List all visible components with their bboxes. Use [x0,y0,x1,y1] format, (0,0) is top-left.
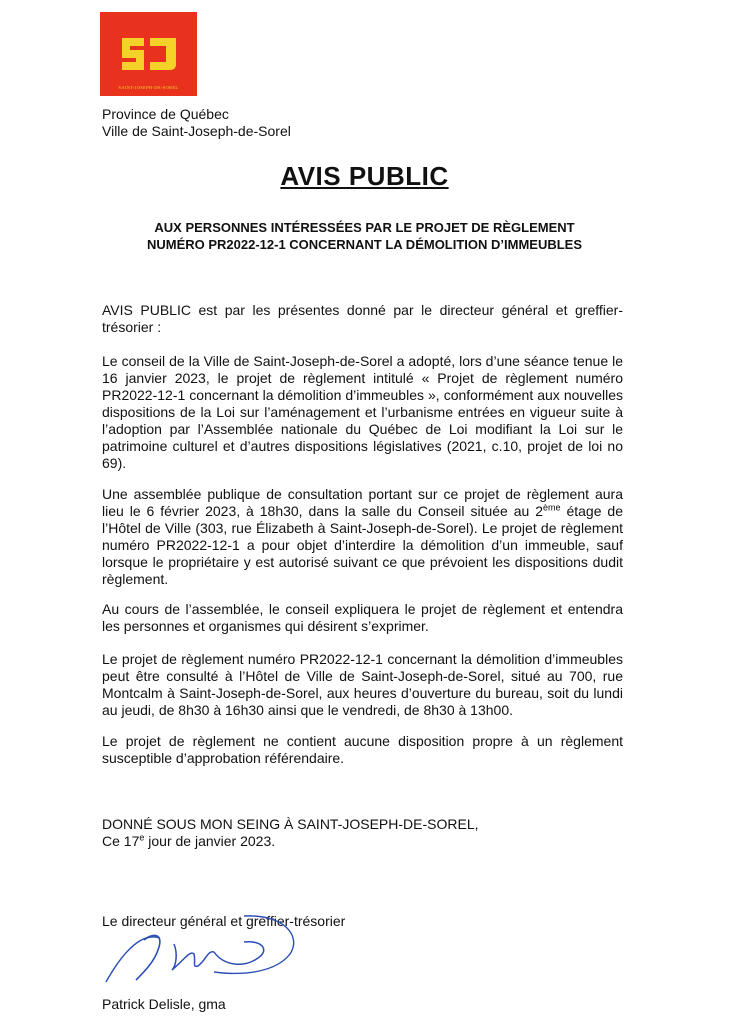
floor-superscript: ème [543,502,561,513]
subtitle-line-1: AUX PERSONNES INTÉRESSÉES PAR LE PROJET DE RÈGLEMENT [154,220,575,235]
signer-title: Le directeur général et greffier-trésorier [102,913,346,929]
subtitle-line-2: NUMÉRO PR2022-12-1 CONCERNANT LA DÉMOLITION D’IMMEUBLES [146,237,583,252]
paragraph-assembly [102,486,623,588]
given-line: DONNÉ SOUS MON SEING À SAINT-JOSEPH-DE-SOREL, [102,816,479,832]
paragraph-council: Au cours de l’assemblée, le conseil expliquera le projet de règlement et entendra les personnes et organismes qui désirent s’exprimer. [102,601,623,634]
logo-caption: SAINT-JOSEPH-DE-SOREL [118,85,179,90]
province-line: Province de Québec [102,106,229,122]
paragraph-adoption: Le conseil de la Ville de Saint-Joseph-de-Sorel a adopté, lors d’une séance tenue le 16 janvier 2023, le projet de règlement intitulé « Projet de règlement numéro PR2022-12-1 concernant la démolition d’immeubles », conformément aux nouvelles dispositions de la Loi sur l’aménagement et l’urbanisme entrées en vigueur suite à l’adoption par l’Assemblée nationale du Québec de Loi modifiant la Loi sur le patrimoine culturel et d’autres dispositions législatives (2021, c.10, projet de loi no 69). [102,353,623,471]
issuer-header [102,106,291,140]
page-title: AVIS PUBLIC [280,161,449,191]
paragraph-intro: AVIS PUBLIC est par les présentes donné par le directeur général et greffier-trésorier : [102,302,623,335]
notice-subtitle [90,219,639,253]
day-superscript: e [139,832,145,843]
city-logo [100,12,197,96]
paragraph-consultation: Le projet de règlement numéro PR2022-12-1 concernant la démolition d’immeubles peut être consulté à l’Hôtel de Ville de Saint-Joseph-de-Sorel, situé au 700, rue Montcalm à Saint-Joseph-de-Sorel, aux heures d’ouverture du bureau, soit du lundi au jeudi, de 8h30 à 16h30 ainsi que le vendredi, de 8h30 à 13h00. [102,651,623,718]
paragraph-assembly-part2: étage de l’Hôtel de Ville (303, rue Élizabeth à Saint-Joseph-de-Sorel). Le projet de règlement numéro PR2022-12-1 a pour objet d’interdire la démolition d’un immeuble, sauf lorsque le propriétaire y est autorisé suivant ce que prévoient les dispositions dudit règlement. [102,503,623,587]
paragraph-assembly-part1: Une assemblée publique de consultation portant sur ce projet de règlement aura lieu le 6 février 2023, à 18h30, dans la salle du Conseil située au 2 [102,486,623,519]
sj-monogram-icon [100,12,197,96]
city-line: Ville de Saint-Joseph-de-Sorel [102,123,291,139]
date-line: Ce 17e jour de janvier 2023. [102,832,276,849]
given-under-seal [102,816,479,850]
signer-name: Patrick Delisle, gma [102,996,226,1012]
paragraph-referendum: Le projet de règlement ne contient aucune disposition propre à un règlement susceptible d’approbation référendaire. [102,733,623,766]
handwritten-signature [94,910,324,990]
